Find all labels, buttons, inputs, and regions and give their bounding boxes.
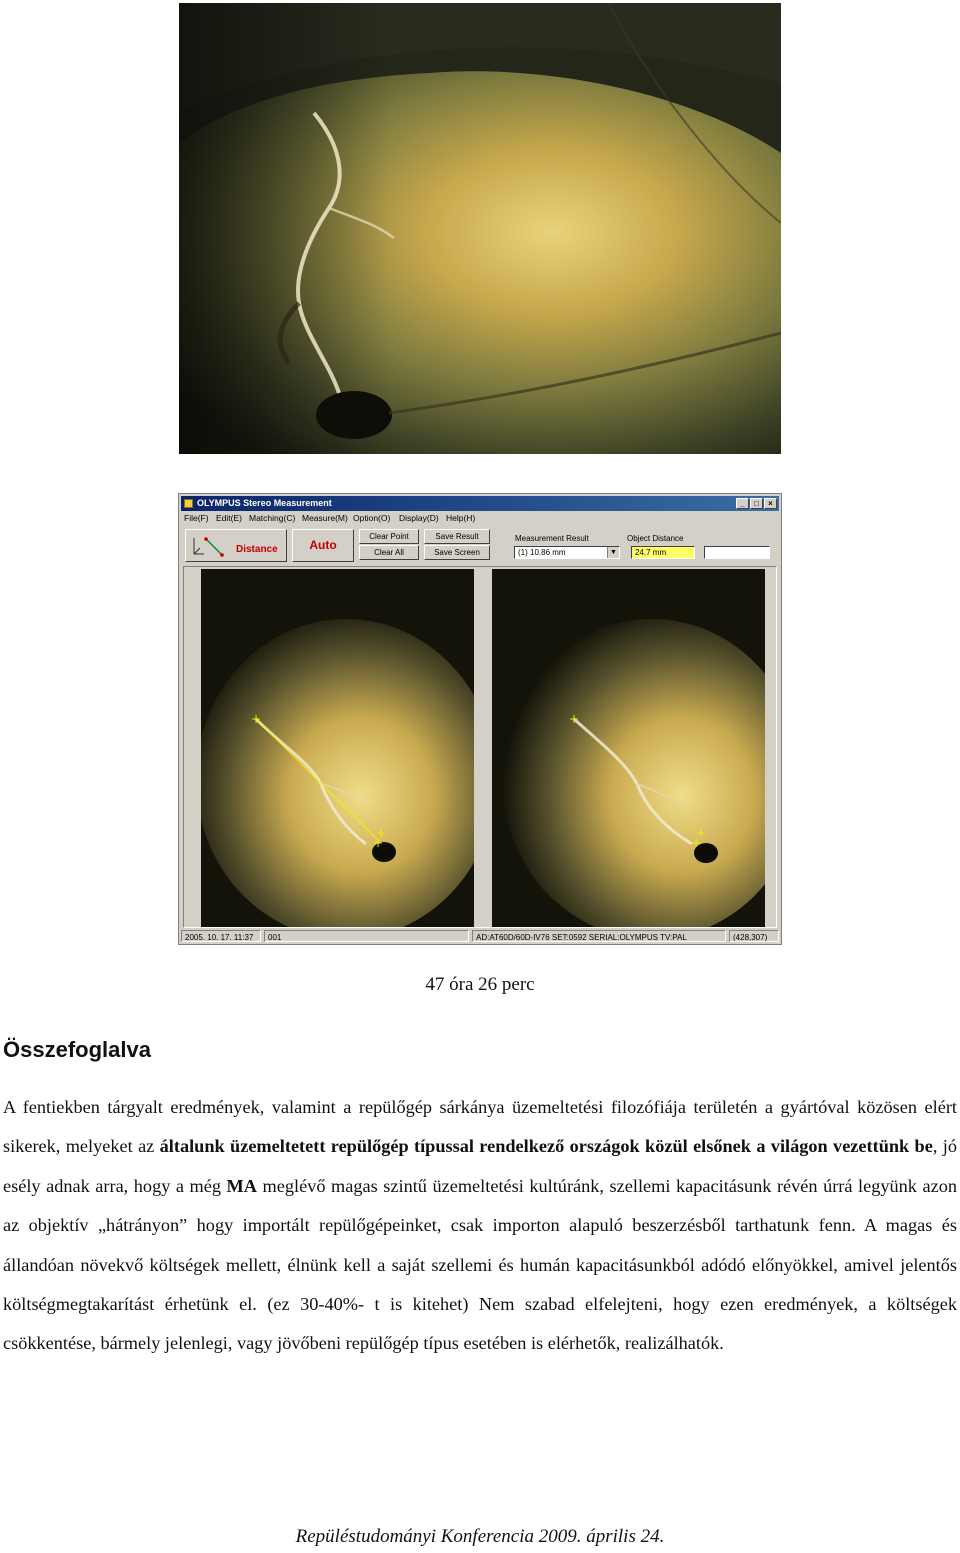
- borescope-photo-crack: [179, 3, 781, 454]
- object-distance-field: [631, 546, 695, 559]
- close-button[interactable]: ×: [764, 498, 777, 509]
- menu-option[interactable]: Option(O): [353, 513, 391, 523]
- menu-display[interactable]: Display(D): [399, 513, 439, 523]
- measurement-result-label: Measurement Result: [515, 534, 589, 543]
- window-titlebar: [181, 496, 779, 511]
- distance-label: Distance: [236, 544, 278, 555]
- app-icon: [184, 499, 193, 508]
- page-footer: Repüléstudományi Konferencia 2009. április 24.: [295, 1526, 665, 1547]
- right-point-a-marker[interactable]: +: [568, 712, 580, 726]
- minimize-button[interactable]: _: [736, 498, 749, 509]
- chevron-down-icon[interactable]: ▼: [607, 547, 619, 558]
- auto-button[interactable]: [292, 529, 354, 562]
- axis-measure-icon: [190, 536, 224, 558]
- auto-label: Auto: [309, 538, 337, 552]
- status-frame: 001: [264, 930, 469, 942]
- left-point-c-marker[interactable]: +: [372, 836, 384, 850]
- right-camera-view[interactable]: [492, 569, 765, 927]
- olympus-stereo-window: [178, 493, 782, 945]
- menu-edit[interactable]: Edit(E): [216, 513, 242, 523]
- maximize-button[interactable]: □: [750, 498, 763, 509]
- extra-input-field[interactable]: [704, 546, 770, 559]
- window-title: OLYMPUS Stereo Measurement: [197, 498, 332, 508]
- menu-bar: [181, 512, 779, 525]
- right-point-c-marker[interactable]: +: [690, 836, 702, 850]
- save-result-button[interactable]: Save Result: [424, 529, 490, 544]
- left-point-b-marker[interactable]: +: [375, 826, 387, 840]
- clear-point-button[interactable]: Clear Point: [359, 529, 419, 544]
- menu-help[interactable]: Help(H): [446, 513, 476, 523]
- object-distance-value: 24.7 mm: [635, 548, 667, 557]
- section-heading: Összefoglalva: [3, 1037, 151, 1062]
- measurement-result-value: (1) 10.86 mm: [518, 548, 566, 557]
- left-camera-view[interactable]: [201, 569, 474, 927]
- menu-file[interactable]: File(F): [184, 513, 209, 523]
- menu-measure[interactable]: Measure(M): [302, 513, 348, 523]
- right-point-b-marker[interactable]: +: [695, 826, 707, 840]
- summary-paragraph: A fentiekben tárgyalt eredmények, valamint a repülőgép sárkánya üzemeltetési filozófiája területén a gyártóval közösen elért sikerek, melyeket az általunk üzemeltetett repülőgép típussal rendelkező országok közül elsőnek a világon vezettünk be, jó esély adnak arra, hogy a még MA meglévő magas szintű üzemeltetési kultúránk, szellemi kapacitásunk révén úrrá legyünk azon az objektív „hátrányon” hogy importált repülőgépeinket, csak importon alapuló beszerzésből tarthatunk fenn. A magas és állandóan növekvő költségek mellett, élnünk kell a saját szellemi és humán kapacitásunkból adódó előnyökkel, amivel jelentős költségmegtakarítást érhetünk el. (ez 30-40%- t is kitehet) Nem szabad elfelejteni, hogy ezen eredmények, a költségek csökkentése, bármely jelenlegi, vagy jövőbeni repülőgép típus esetében is elérhetők, realizálhatók.: [3, 1097, 957, 1354]
- menu-matching[interactable]: Matching(C): [249, 513, 296, 523]
- object-distance-label: Object Distance: [627, 534, 684, 543]
- status-coords: (428,307): [729, 930, 779, 942]
- measurement-result-select[interactable]: [514, 546, 620, 559]
- save-screen-button[interactable]: Save Screen: [424, 545, 490, 560]
- left-point-a-marker[interactable]: +: [250, 712, 262, 726]
- status-device: AD:AT60D/60D-IV76 SET:0592 SERIAL:OLYMPUS TV:PAL: [472, 930, 726, 942]
- status-datetime: 2005. 10. 17. 11:37: [181, 930, 261, 942]
- stereo-view-pane: [183, 566, 777, 928]
- emphasis-ma: MA: [226, 1175, 258, 1196]
- status-bar: [181, 930, 779, 943]
- distance-button[interactable]: [185, 529, 287, 562]
- figure-caption: 47 óra 26 perc: [425, 974, 535, 995]
- toolbar: [183, 527, 777, 563]
- emphasis-first-country: általunk üzemeltetett repülőgép típussal rendelkező országok közül elsőnek a világon vezettünk be: [159, 1136, 933, 1157]
- clear-all-button[interactable]: Clear All: [359, 545, 419, 560]
